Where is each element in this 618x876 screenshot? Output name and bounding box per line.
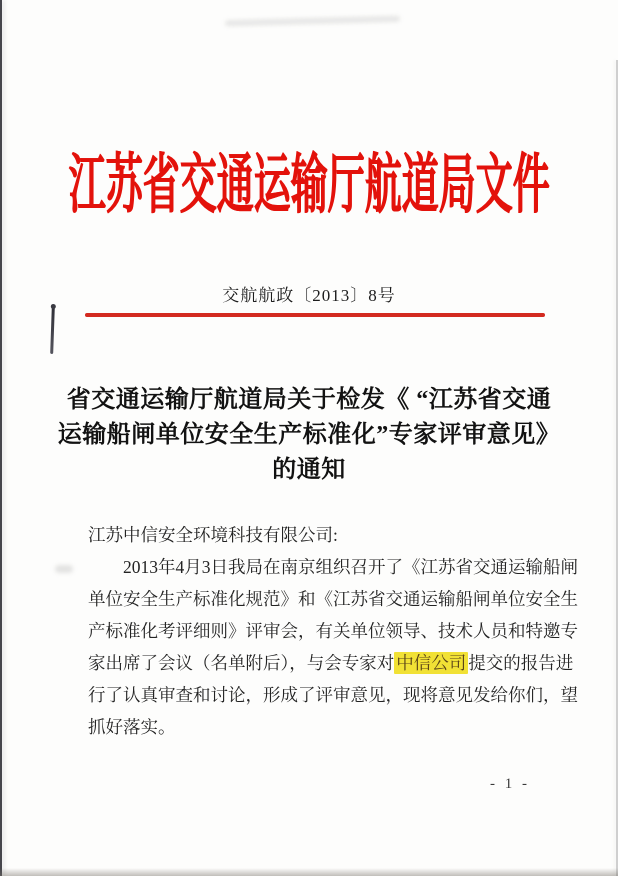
body-paragraph xyxy=(88,551,578,743)
red-divider-line xyxy=(85,313,545,317)
subject-line-1: 省交通运输厅航道局关于检发《 “江苏省交通 xyxy=(66,387,552,413)
page-number: - 1 - xyxy=(490,776,530,792)
scan-smudge-left xyxy=(55,565,73,573)
letterhead xyxy=(0,150,618,223)
staple-mark xyxy=(50,306,55,354)
body-line xyxy=(88,583,578,615)
body-line xyxy=(88,679,578,711)
body-text: 抓好落实。 xyxy=(88,717,176,737)
body-text: 单位安全生产标准化规范》和《江苏省交通运输船闸单位安全生 xyxy=(88,589,578,609)
recipient-line: 江苏中信安全环境科技有限公司: xyxy=(88,525,338,545)
subject-line-3: 的通知 xyxy=(272,457,346,483)
body-line xyxy=(88,551,578,583)
document-subject xyxy=(0,383,618,488)
body-text: 行了认真审查和讨论，形成了评审意见，现将意见发给你们，望 xyxy=(88,685,578,705)
document-number: 交航航政〔2013〕8号 xyxy=(222,286,396,305)
body-line xyxy=(88,711,563,743)
body-text: 提交的报告进 xyxy=(468,653,574,673)
body-text: 产标准化考评细则》评审会，有关单位领导、技术人员和特邀专 xyxy=(88,621,578,641)
page-bottom-shadow xyxy=(0,868,618,876)
body-text: 2013年4月3日我局在南京组织召开了《江苏省交通运输船闸 xyxy=(123,557,578,577)
document-body xyxy=(88,519,578,743)
body-line xyxy=(88,615,578,647)
body-text: 家出席了会议（名单附后），与会专家对 xyxy=(88,653,395,673)
subject-line-2: 运输船闸单位安全生产标准化”专家评审意见》 xyxy=(57,422,561,448)
scan-smudge-top xyxy=(225,16,400,27)
letterhead-title-text: 江苏省交通运输厅航道局文件 xyxy=(68,150,550,223)
body-line xyxy=(88,647,574,679)
highlighted-text: 中信公司 xyxy=(396,653,467,673)
